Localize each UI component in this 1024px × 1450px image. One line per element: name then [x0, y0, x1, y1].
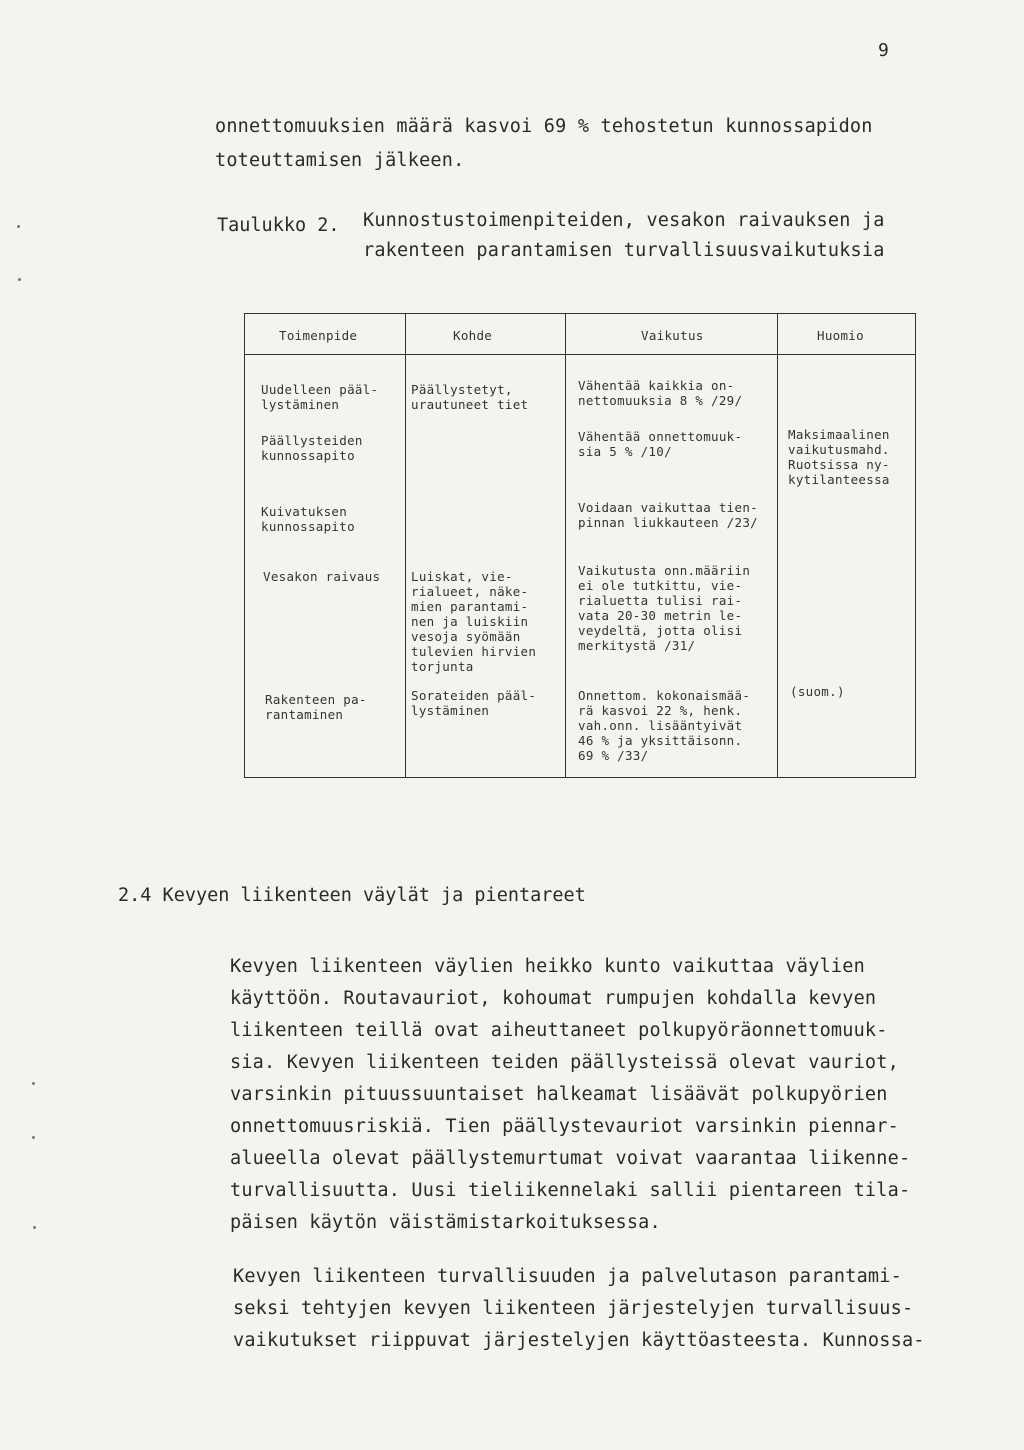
paragraph-line: päisen käytön väistämistarkoituksessa.	[230, 1212, 661, 1233]
paragraph-line: Kevyen liikenteen väylien heikko kunto vaikuttaa väylien	[230, 956, 865, 977]
table-cell: Voidaan vaikuttaa tien- pinnan liukkauteen /23/	[578, 500, 758, 530]
table-caption-label: Taulukko 2.	[217, 215, 340, 236]
paragraph-line: onnettomuusriskiä. Tien päällystevauriot varsinkin piennar-	[230, 1116, 899, 1137]
paragraph-line: alueella olevat päällystemurtumat voivat vaarantaa liikenne-	[230, 1148, 911, 1169]
intro-line-1: onnettomuuksien määrä kasvoi 69 % tehostetun kunnossapidon	[215, 116, 873, 137]
table-cell: Vähentää kaikkia on- nettomuuksia 8 % /29/	[578, 378, 743, 408]
scan-speck	[32, 1082, 35, 1085]
paragraph-line: seksi tehtyjen kevyen liikenteen järjestelyjen turvallisuus-	[233, 1298, 914, 1319]
scan-speck	[32, 1136, 35, 1139]
table-cell: Vähentää onnettomuuk- sia 5 % /10/	[578, 429, 743, 459]
paragraph-line: varsinkin pituussuuntaiset halkeamat lisäävät polkupyörien	[230, 1084, 888, 1105]
scan-speck	[18, 278, 21, 281]
table-header-vaikutus: Vaikutus	[641, 328, 704, 343]
table-cell: Rakenteen pa- rantaminen	[265, 692, 367, 722]
section-heading: 2.4 Kevyen liikenteen väylät ja pientareet	[118, 885, 586, 906]
paragraph-line: käyttöön. Routavauriot, kohoumat rumpujen kohdalla kevyen	[230, 988, 877, 1009]
table-header-huomio: Huomio	[817, 328, 864, 343]
table-header-toimenpide: Toimenpide	[279, 328, 358, 343]
table-cell: Sorateiden pääl- lystäminen	[411, 688, 537, 718]
table-column-divider	[565, 314, 566, 777]
table-header-kohde: Kohde	[453, 328, 493, 343]
table-cell: Vaikutusta onn.määriin ei ole tutkittu, vie- rialuetta tulisi rai- vata 20-30 metrin le- veydeltä, jotta olisi merkitystä /31/	[578, 563, 751, 653]
paragraph-line: liikenteen teillä ovat aiheuttaneet polkupyöräonnettomuuk-	[230, 1020, 888, 1041]
paragraph-line: sia. Kevyen liikenteen teiden päällysteissä olevat vauriot,	[230, 1052, 899, 1073]
scan-speck	[17, 225, 20, 228]
table-cell: Onnettom. kokonaismää- rä kasvoi 22 %, henk. vah.onn. lisääntyivät 46 % ja yksittäisonn. 69 % /33/	[578, 688, 751, 763]
table-cell: Maksimaalinen vaikutusmahd. Ruotsissa ny- kytilanteessa	[788, 427, 890, 487]
intro-line-2: toteuttamisen jälkeen.	[215, 150, 465, 171]
table-column-divider	[405, 314, 406, 777]
paragraph-line: vaikutukset riippuvat järjestelyjen käyttöasteesta. Kunnossa-	[233, 1330, 925, 1351]
table-cell: Uudelleen pääl- lystäminen	[261, 382, 379, 412]
page-number: 9	[878, 40, 889, 61]
table-caption-line-1: Kunnostustoimenpiteiden, vesakon raivauksen ja	[363, 210, 885, 231]
table-cell: Vesakon raivaus	[263, 569, 381, 584]
table-cell: (suom.)	[790, 684, 845, 699]
table-caption-line-2: rakenteen parantamisen turvallisuusvaikutuksia	[363, 240, 885, 261]
table-cell: Päällystetyt, urautuneet tiet	[411, 382, 529, 412]
table-header-divider	[245, 354, 915, 355]
paragraph-line: Kevyen liikenteen turvallisuuden ja palvelutason parantami-	[233, 1266, 902, 1287]
table-cell: Päällysteiden kunnossapito	[261, 433, 363, 463]
table-cell: Luiskat, vie- rialueet, näke- mien parantami- nen ja luiskiin vesoja syömään tulevien hirvien torjunta	[411, 569, 537, 674]
effects-table	[244, 313, 916, 778]
paragraph-line: turvallisuutta. Uusi tieliikennelaki sallii pientareen tila-	[230, 1180, 911, 1201]
scan-speck	[33, 1226, 36, 1229]
table-column-divider	[777, 314, 778, 777]
table-cell: Kuivatuksen kunnossapito	[261, 504, 355, 534]
